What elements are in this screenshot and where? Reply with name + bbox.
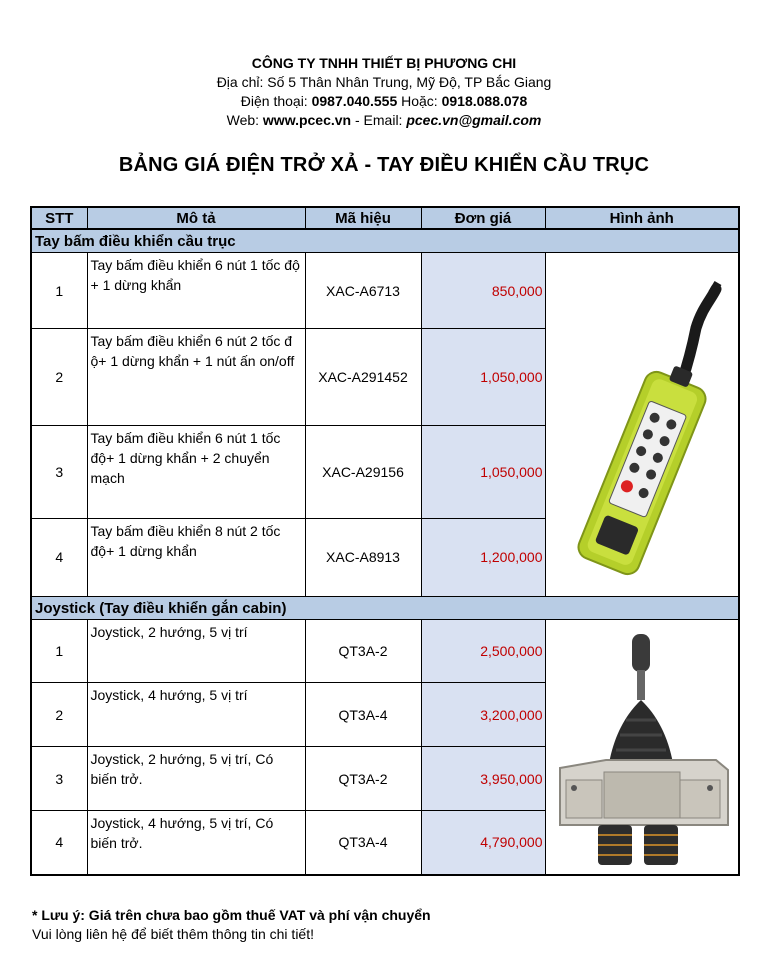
row-code: QT3A-2 [305,747,421,811]
row-price: 4,790,000 [421,811,545,875]
col-header-stt: STT [31,207,87,229]
phone-number-2: 0918.088.078 [441,93,528,109]
row-price: 850,000 [421,253,545,329]
col-header-image: Hình ảnh [545,207,739,229]
row-stt: 1 [31,620,87,683]
table-row [31,253,739,329]
pendant-control-icon [546,253,740,593]
phone-label: Điện thoại: [240,93,312,109]
row-description: Joystick, 2 hướng, 5 vị trí [87,620,305,683]
row-price: 1,050,000 [421,425,545,518]
document-title: BẢNG GIÁ ĐIỆN TRỞ XẢ - TAY ĐIỀU KHIỂN CẦU TRỤC [118,154,650,176]
row-description: Tay bấm điều khiển 8 nút 2 tốc độ+ 1 dừng khẩn [87,518,305,596]
row-code: XAC-A29156 [305,425,421,518]
row-description: Tay bấm điều khiển 6 nút 1 tốc độ + 1 dừng khẩn [87,253,305,329]
company-address: Địa chỉ: Số 5 Thân Nhân Trung, Mỹ Độ, TP Bắc Giang [216,74,552,90]
row-stt: 1 [31,253,87,329]
phone-number-1: 0987.040.555 [311,93,398,109]
contact-note: Vui lòng liên hệ để biết thêm thông tin chi tiết! [32,926,314,942]
row-description: Tay bấm điều khiển 6 nút 1 tốc độ+ 1 dừng khẩn + 2 chuyển mạch [87,425,305,518]
price-table [30,206,740,876]
row-price: 2,500,000 [421,620,545,683]
website-link[interactable]: www.pcec.vn [262,112,352,128]
row-code: XAC-A291452 [305,329,421,426]
row-stt: 4 [31,518,87,596]
row-code: QT3A-2 [305,620,421,683]
row-stt: 2 [31,683,87,747]
row-stt: 3 [31,747,87,811]
row-code: QT3A-4 [305,683,421,747]
footnote [32,906,431,944]
row-description: Joystick, 2 hướng, 5 vị trí, Có biến trở. [87,747,305,811]
col-header-price: Đơn giá [421,207,545,229]
company-name: CÔNG TY TNHH THIẾT BỊ PHƯƠNG CHI [251,55,517,71]
company-phone [0,92,768,111]
joystick-controller-icon [546,620,740,870]
row-stt: 2 [31,329,87,426]
phone-or-label: Hoặc: [397,93,442,109]
row-code: XAC-A6713 [305,253,421,329]
row-code: XAC-A8913 [305,518,421,596]
joystick-image-cell [545,620,739,875]
row-price: 1,200,000 [421,518,545,596]
row-price: 3,950,000 [421,747,545,811]
company-header [0,54,768,130]
row-code: QT3A-4 [305,811,421,875]
web-label: Web: [226,112,263,128]
section-title-joystick: Joystick (Tay điều khiển gắn cabin) [31,597,739,620]
row-price: 3,200,000 [421,683,545,747]
pendant-image-cell [545,253,739,597]
vat-note: * Lưu ý: Giá trên chưa bao gồm thuế VAT và phí vận chuyển [32,907,431,923]
company-contact [0,111,768,130]
row-stt: 3 [31,425,87,518]
col-header-description: Mô tả [87,207,305,229]
email-label: - Email: [351,112,407,128]
row-stt: 4 [31,811,87,875]
section-title-pendant: Tay bấm điều khiển cầu trục [31,229,739,253]
col-header-code: Mã hiệu [305,207,421,229]
row-price: 1,050,000 [421,329,545,426]
row-description: Tay bấm điều khiển 6 nút 2 tốc đ ộ+ 1 dừng khẩn + 1 nút ấn on/off [87,329,305,426]
email-link[interactable]: pcec.vn@gmail.com [406,112,542,128]
row-description: Joystick, 4 hướng, 5 vị trí, Có biến trở. [87,811,305,875]
table-row [31,620,739,683]
row-description: Joystick, 4 hướng, 5 vị trí [87,683,305,747]
